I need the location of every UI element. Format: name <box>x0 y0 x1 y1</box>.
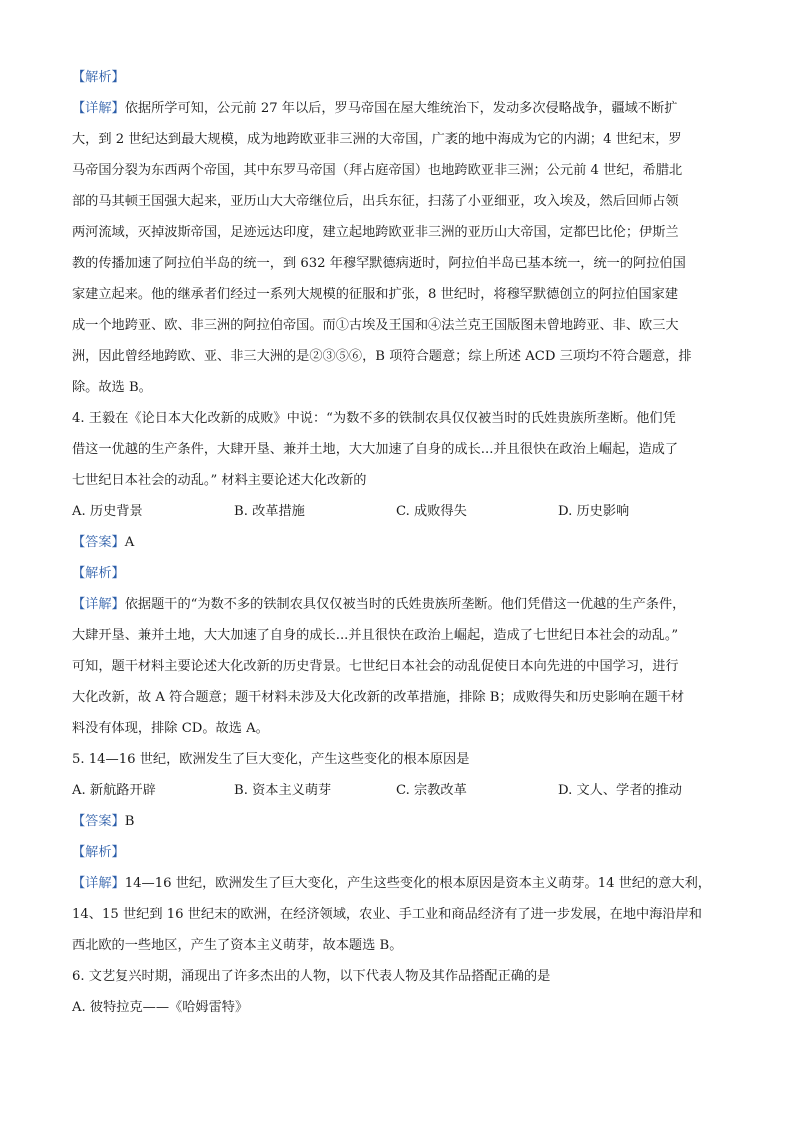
q3-detail-line: 【详解】依据所学可知，公元前 27 年以后，罗马帝国在屋大维统治下，发动多次侵略战争，疆域不断扩 <box>72 101 678 116</box>
q4-detail-line: 可知，题干材料主要论述大化改新的历史背景。七世纪日本社会的动乱促使日本向先进的中国学习，进行 <box>72 659 679 674</box>
q4-answer <box>72 527 722 558</box>
q4-analysis-tag: 【解析】 <box>72 566 125 581</box>
q5-analysis-tag: 【解析】 <box>72 845 125 860</box>
q4-detail-line: 料没有体现，排除 CD。故选 A。 <box>72 721 269 736</box>
q4-option-d: D. 历史影响 <box>558 504 630 519</box>
q3-detail-line: 大，到 2 世纪达到最大规模，成为地跨欧亚非三洲的大帝国，广袤的地中海成为它的内湖；4 世纪末，罗 <box>72 132 682 147</box>
q3-detail-line: 部的马其顿王国强大起来，亚历山大大帝继位后，出兵东征，扫荡了小亚细亚，攻入埃及，然后回师占领 <box>72 194 679 209</box>
q3-detail-line: 洲，因此曾经地跨欧、亚、非三大洲的是②③⑤⑥，B 项符合题意；综上所述 ACD 三项均不符合题意，排 <box>72 349 692 364</box>
q3-detail-line: 马帝国分裂为东西两个帝国，其中东罗马帝国（拜占庭帝国）也地跨欧亚非三洲；公元前 4 世纪，希腊北 <box>72 163 683 178</box>
q6-option-a: A. 彼特拉克——《哈姆雷特》 <box>72 1000 249 1015</box>
document-page <box>72 62 722 1023</box>
q5-options <box>72 775 722 806</box>
q5-answer-value: B <box>124 814 135 829</box>
q4-option-a: A. 历史背景 <box>72 504 143 519</box>
q4-option-c: C. 成败得失 <box>396 504 467 519</box>
q5-answer <box>72 806 722 837</box>
q3-detail-line: 教的传播加速了阿拉伯半岛的统一，到 632 年穆罕默德病逝时，阿拉伯半岛已基本统一，统一的阿拉伯国 <box>72 256 686 271</box>
q5-detail-line: 14、15 世纪到 16 世纪末的欧洲，在经济领域，农业、手工业和商品经济有了进一步发展，在地中海沿岸和 <box>72 907 702 922</box>
q4-detail-line: 大肆开垦、兼并土地，大大加速了自身的成长...并且很快在政治上崛起，造成了七世纪日本社会的动乱。” <box>72 628 679 643</box>
q6-stem-line: 6. 文艺复兴时期，涌现出了许多杰出的人物，以下代表人物及其作品搭配正确的是 <box>72 969 551 984</box>
q4-detail-line: 【详解】依据题干的“为数不多的铁制农具仅仅被当时的氏姓贵族所垄断。他们凭借这一优越的生产条件， <box>72 597 686 612</box>
q5-detail-tag: 【详解】 <box>72 876 125 891</box>
q5-answer-tag: 【答案】 <box>72 814 125 829</box>
q5-option-d: D. 文人、学者的推动 <box>558 783 682 798</box>
q5-detail-line: 西北欧的一些地区，产生了资本主义萌芽，故本题选 B。 <box>72 938 403 953</box>
q3-detail-line: 除。故选 B。 <box>72 380 152 395</box>
q5-option-a: A. 新航路开辟 <box>72 783 156 798</box>
q5-detail-line: 【详解】14—16 世纪，欧洲发生了巨大变化，产生这些变化的根本原因是资本主义萌芽。14 世纪的意大利， <box>72 876 711 891</box>
q5-stem-line: 5. 14—16 世纪，欧洲发生了巨大变化，产生这些变化的根本原因是 <box>72 752 470 767</box>
q4-stem-line: 七世纪日本社会的动乱。” 材料主要论述大化改新的 <box>72 473 367 488</box>
q4-option-b: B. 改革措施 <box>234 504 305 519</box>
q3-detail-tag: 【详解】 <box>72 101 125 116</box>
q3-detail-line: 成一个地跨亚、欧、非三洲的阿拉伯帝国。而①古埃及王国和④法兰克王国版图未曾地跨亚、非、欧三大 <box>72 318 679 333</box>
q3-analysis-tag: 【解析】 <box>72 70 125 85</box>
q4-stem-line: 4. 王毅在《论日本大化改新的成败》中说：“为数不多的铁制农具仅仅被当时的氏姓贵族所垄断。他们凭 <box>72 411 676 426</box>
q3-detail-line: 两河流域，灭掉波斯帝国，足迹远达印度，建立起地跨欧亚非三洲的亚历山大帝国，定都巴比伦；伊斯兰 <box>72 225 679 240</box>
q4-answer-tag: 【答案】 <box>72 535 125 550</box>
q4-answer-value: A <box>124 535 135 550</box>
q5-option-c: C. 宗教改革 <box>396 783 467 798</box>
q4-detail-line: 大化改新，故 A 符合题意；题干材料未涉及大化改新的改革措施，排除 B；成败得失和历史影响在题干材 <box>72 690 685 705</box>
q4-options <box>72 496 722 527</box>
q5-option-b: B. 资本主义萌芽 <box>234 783 332 798</box>
q4-detail-tag: 【详解】 <box>72 597 125 612</box>
q3-detail-line: 家建立起来。他的继承者们经过一系列大规模的征服和扩张，8 世纪时，将穆罕默德创立的阿拉伯国家建 <box>72 287 679 302</box>
q4-stem-line: 借这一优越的生产条件，大肆开垦、兼并土地，大大加速了自身的成长...并且很快在政治上崛起，造成了 <box>72 442 679 457</box>
